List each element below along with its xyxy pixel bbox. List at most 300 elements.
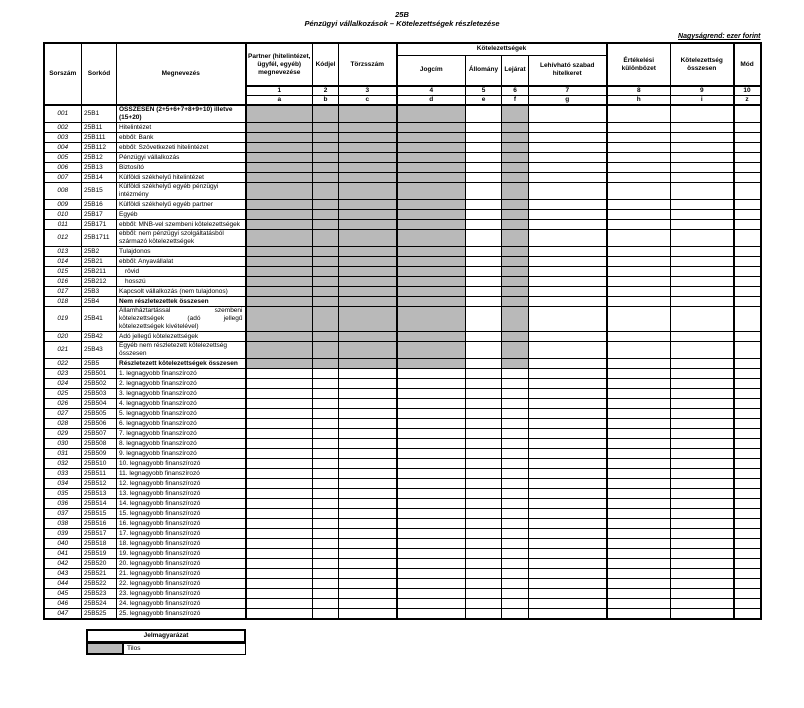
lehivhato-hitelkeret-cell[interactable] <box>529 589 607 599</box>
jogcim-cell[interactable] <box>397 439 466 449</box>
ertekelesi-kulonbozet-cell[interactable] <box>607 559 671 569</box>
mod-cell[interactable] <box>734 399 761 409</box>
partner-cell[interactable] <box>246 539 313 549</box>
kodjel-cell[interactable] <box>313 459 339 469</box>
lehivhato-hitelkeret-cell[interactable] <box>529 153 607 163</box>
allomany-cell[interactable] <box>466 439 502 449</box>
allomany-cell[interactable] <box>466 559 502 569</box>
jogcim-cell[interactable] <box>397 529 466 539</box>
lehivhato-hitelkeret-cell[interactable] <box>529 399 607 409</box>
lehivhato-hitelkeret-cell[interactable] <box>529 599 607 609</box>
ertekelesi-kulonbozet-cell[interactable] <box>607 579 671 589</box>
partner-cell[interactable] <box>246 509 313 519</box>
lejarat-cell[interactable] <box>502 509 529 519</box>
lejarat-cell[interactable] <box>502 489 529 499</box>
ertekelesi-kulonbozet-cell[interactable] <box>607 519 671 529</box>
kotelezettseg-osszesen-cell[interactable] <box>671 419 734 429</box>
jogcim-cell[interactable] <box>397 419 466 429</box>
torzsszam-cell[interactable] <box>339 589 397 599</box>
kotelezettseg-osszesen-cell[interactable] <box>671 499 734 509</box>
kodjel-cell[interactable] <box>313 369 339 379</box>
allomany-cell[interactable] <box>466 479 502 489</box>
lejarat-cell[interactable] <box>502 519 529 529</box>
ertekelesi-kulonbozet-cell[interactable] <box>607 220 671 230</box>
mod-cell[interactable] <box>734 559 761 569</box>
mod-cell[interactable] <box>734 123 761 133</box>
lehivhato-hitelkeret-cell[interactable] <box>529 429 607 439</box>
torzsszam-cell[interactable] <box>339 449 397 459</box>
allomany-cell[interactable] <box>466 247 502 257</box>
kodjel-cell[interactable] <box>313 569 339 579</box>
kodjel-cell[interactable] <box>313 489 339 499</box>
allomany-cell[interactable] <box>466 399 502 409</box>
mod-cell[interactable] <box>734 489 761 499</box>
kotelezettseg-osszesen-cell[interactable] <box>671 332 734 342</box>
torzsszam-cell[interactable] <box>339 369 397 379</box>
mod-cell[interactable] <box>734 599 761 609</box>
kodjel-cell[interactable] <box>313 559 339 569</box>
lehivhato-hitelkeret-cell[interactable] <box>529 549 607 559</box>
lejarat-cell[interactable] <box>502 479 529 489</box>
partner-cell[interactable] <box>246 479 313 489</box>
lehivhato-hitelkeret-cell[interactable] <box>529 247 607 257</box>
lejarat-cell[interactable] <box>502 589 529 599</box>
partner-cell[interactable] <box>246 459 313 469</box>
ertekelesi-kulonbozet-cell[interactable] <box>607 307 671 332</box>
torzsszam-cell[interactable] <box>339 379 397 389</box>
allomany-cell[interactable] <box>466 589 502 599</box>
partner-cell[interactable] <box>246 369 313 379</box>
ertekelesi-kulonbozet-cell[interactable] <box>607 379 671 389</box>
lejarat-cell[interactable] <box>502 609 529 620</box>
kodjel-cell[interactable] <box>313 539 339 549</box>
mod-cell[interactable] <box>734 200 761 210</box>
ertekelesi-kulonbozet-cell[interactable] <box>607 389 671 399</box>
partner-cell[interactable] <box>246 609 313 620</box>
partner-cell[interactable] <box>246 559 313 569</box>
mod-cell[interactable] <box>734 479 761 489</box>
torzsszam-cell[interactable] <box>339 409 397 419</box>
ertekelesi-kulonbozet-cell[interactable] <box>607 342 671 359</box>
kotelezettseg-osszesen-cell[interactable] <box>671 230 734 247</box>
partner-cell[interactable] <box>246 529 313 539</box>
torzsszam-cell[interactable] <box>339 539 397 549</box>
lehivhato-hitelkeret-cell[interactable] <box>529 342 607 359</box>
kotelezettseg-osszesen-cell[interactable] <box>671 429 734 439</box>
lehivhato-hitelkeret-cell[interactable] <box>529 105 607 123</box>
mod-cell[interactable] <box>734 409 761 419</box>
ertekelesi-kulonbozet-cell[interactable] <box>607 105 671 123</box>
partner-cell[interactable] <box>246 399 313 409</box>
lehivhato-hitelkeret-cell[interactable] <box>529 469 607 479</box>
ertekelesi-kulonbozet-cell[interactable] <box>607 409 671 419</box>
partner-cell[interactable] <box>246 579 313 589</box>
partner-cell[interactable] <box>246 549 313 559</box>
kotelezettseg-osszesen-cell[interactable] <box>671 123 734 133</box>
kotelezettseg-osszesen-cell[interactable] <box>671 549 734 559</box>
kotelezettseg-osszesen-cell[interactable] <box>671 579 734 589</box>
partner-cell[interactable] <box>246 499 313 509</box>
ertekelesi-kulonbozet-cell[interactable] <box>607 529 671 539</box>
ertekelesi-kulonbozet-cell[interactable] <box>607 499 671 509</box>
mod-cell[interactable] <box>734 429 761 439</box>
kodjel-cell[interactable] <box>313 439 339 449</box>
ertekelesi-kulonbozet-cell[interactable] <box>607 509 671 519</box>
jogcim-cell[interactable] <box>397 469 466 479</box>
allomany-cell[interactable] <box>466 230 502 247</box>
lejarat-cell[interactable] <box>502 459 529 469</box>
mod-cell[interactable] <box>734 307 761 332</box>
jogcim-cell[interactable] <box>397 459 466 469</box>
jogcim-cell[interactable] <box>397 389 466 399</box>
kodjel-cell[interactable] <box>313 429 339 439</box>
torzsszam-cell[interactable] <box>339 559 397 569</box>
allomany-cell[interactable] <box>466 529 502 539</box>
kotelezettseg-osszesen-cell[interactable] <box>671 163 734 173</box>
allomany-cell[interactable] <box>466 429 502 439</box>
lejarat-cell[interactable] <box>502 599 529 609</box>
mod-cell[interactable] <box>734 332 761 342</box>
kotelezettseg-osszesen-cell[interactable] <box>671 247 734 257</box>
kotelezettseg-osszesen-cell[interactable] <box>671 200 734 210</box>
jogcim-cell[interactable] <box>397 589 466 599</box>
mod-cell[interactable] <box>734 359 761 369</box>
jogcim-cell[interactable] <box>397 569 466 579</box>
kodjel-cell[interactable] <box>313 499 339 509</box>
lejarat-cell[interactable] <box>502 559 529 569</box>
allomany-cell[interactable] <box>466 499 502 509</box>
mod-cell[interactable] <box>734 153 761 163</box>
lejarat-cell[interactable] <box>502 579 529 589</box>
kotelezettseg-osszesen-cell[interactable] <box>671 589 734 599</box>
lejarat-cell[interactable] <box>502 369 529 379</box>
mod-cell[interactable] <box>734 439 761 449</box>
torzsszam-cell[interactable] <box>339 529 397 539</box>
ertekelesi-kulonbozet-cell[interactable] <box>607 287 671 297</box>
ertekelesi-kulonbozet-cell[interactable] <box>607 359 671 369</box>
lehivhato-hitelkeret-cell[interactable] <box>529 449 607 459</box>
kotelezettseg-osszesen-cell[interactable] <box>671 210 734 220</box>
mod-cell[interactable] <box>734 342 761 359</box>
ertekelesi-kulonbozet-cell[interactable] <box>607 549 671 559</box>
kotelezettseg-osszesen-cell[interactable] <box>671 369 734 379</box>
lehivhato-hitelkeret-cell[interactable] <box>529 379 607 389</box>
allomany-cell[interactable] <box>466 105 502 123</box>
ertekelesi-kulonbozet-cell[interactable] <box>607 479 671 489</box>
lehivhato-hitelkeret-cell[interactable] <box>529 359 607 369</box>
kotelezettseg-osszesen-cell[interactable] <box>671 389 734 399</box>
torzsszam-cell[interactable] <box>339 399 397 409</box>
mod-cell[interactable] <box>734 389 761 399</box>
kotelezettseg-osszesen-cell[interactable] <box>671 409 734 419</box>
jogcim-cell[interactable] <box>397 559 466 569</box>
lehivhato-hitelkeret-cell[interactable] <box>529 257 607 267</box>
partner-cell[interactable] <box>246 589 313 599</box>
kotelezettseg-osszesen-cell[interactable] <box>671 143 734 153</box>
allomany-cell[interactable] <box>466 183 502 200</box>
kotelezettseg-osszesen-cell[interactable] <box>671 277 734 287</box>
partner-cell[interactable] <box>246 409 313 419</box>
partner-cell[interactable] <box>246 439 313 449</box>
mod-cell[interactable] <box>734 163 761 173</box>
lehivhato-hitelkeret-cell[interactable] <box>529 519 607 529</box>
ertekelesi-kulonbozet-cell[interactable] <box>607 247 671 257</box>
lejarat-cell[interactable] <box>502 379 529 389</box>
kotelezettseg-osszesen-cell[interactable] <box>671 359 734 369</box>
lehivhato-hitelkeret-cell[interactable] <box>529 267 607 277</box>
jogcim-cell[interactable] <box>397 379 466 389</box>
lehivhato-hitelkeret-cell[interactable] <box>529 479 607 489</box>
allomany-cell[interactable] <box>466 332 502 342</box>
kodjel-cell[interactable] <box>313 479 339 489</box>
mod-cell[interactable] <box>734 267 761 277</box>
ertekelesi-kulonbozet-cell[interactable] <box>607 599 671 609</box>
kotelezettseg-osszesen-cell[interactable] <box>671 220 734 230</box>
lehivhato-hitelkeret-cell[interactable] <box>529 133 607 143</box>
ertekelesi-kulonbozet-cell[interactable] <box>607 332 671 342</box>
kotelezettseg-osszesen-cell[interactable] <box>671 479 734 489</box>
allomany-cell[interactable] <box>466 599 502 609</box>
torzsszam-cell[interactable] <box>339 569 397 579</box>
kotelezettseg-osszesen-cell[interactable] <box>671 489 734 499</box>
partner-cell[interactable] <box>246 429 313 439</box>
lehivhato-hitelkeret-cell[interactable] <box>529 559 607 569</box>
mod-cell[interactable] <box>734 449 761 459</box>
kodjel-cell[interactable] <box>313 509 339 519</box>
torzsszam-cell[interactable] <box>339 609 397 620</box>
lehivhato-hitelkeret-cell[interactable] <box>529 419 607 429</box>
lehivhato-hitelkeret-cell[interactable] <box>529 499 607 509</box>
allomany-cell[interactable] <box>466 419 502 429</box>
lejarat-cell[interactable] <box>502 399 529 409</box>
mod-cell[interactable] <box>734 529 761 539</box>
ertekelesi-kulonbozet-cell[interactable] <box>607 419 671 429</box>
torzsszam-cell[interactable] <box>339 579 397 589</box>
ertekelesi-kulonbozet-cell[interactable] <box>607 173 671 183</box>
allomany-cell[interactable] <box>466 297 502 307</box>
lejarat-cell[interactable] <box>502 539 529 549</box>
kodjel-cell[interactable] <box>313 379 339 389</box>
kodjel-cell[interactable] <box>313 609 339 620</box>
ertekelesi-kulonbozet-cell[interactable] <box>607 449 671 459</box>
ertekelesi-kulonbozet-cell[interactable] <box>607 133 671 143</box>
allomany-cell[interactable] <box>466 489 502 499</box>
lehivhato-hitelkeret-cell[interactable] <box>529 297 607 307</box>
partner-cell[interactable] <box>246 449 313 459</box>
lehivhato-hitelkeret-cell[interactable] <box>529 230 607 247</box>
jogcim-cell[interactable] <box>397 449 466 459</box>
mod-cell[interactable] <box>734 469 761 479</box>
mod-cell[interactable] <box>734 499 761 509</box>
kotelezettseg-osszesen-cell[interactable] <box>671 439 734 449</box>
mod-cell[interactable] <box>734 257 761 267</box>
lehivhato-hitelkeret-cell[interactable] <box>529 569 607 579</box>
partner-cell[interactable] <box>246 379 313 389</box>
mod-cell[interactable] <box>734 230 761 247</box>
kotelezettseg-osszesen-cell[interactable] <box>671 399 734 409</box>
lehivhato-hitelkeret-cell[interactable] <box>529 409 607 419</box>
kodjel-cell[interactable] <box>313 449 339 459</box>
kotelezettseg-osszesen-cell[interactable] <box>671 307 734 332</box>
allomany-cell[interactable] <box>466 509 502 519</box>
allomany-cell[interactable] <box>466 459 502 469</box>
jogcim-cell[interactable] <box>397 609 466 620</box>
kodjel-cell[interactable] <box>313 599 339 609</box>
mod-cell[interactable] <box>734 589 761 599</box>
ertekelesi-kulonbozet-cell[interactable] <box>607 153 671 163</box>
ertekelesi-kulonbozet-cell[interactable] <box>607 210 671 220</box>
ertekelesi-kulonbozet-cell[interactable] <box>607 539 671 549</box>
lehivhato-hitelkeret-cell[interactable] <box>529 489 607 499</box>
kotelezettseg-osszesen-cell[interactable] <box>671 183 734 200</box>
lehivhato-hitelkeret-cell[interactable] <box>529 220 607 230</box>
lehivhato-hitelkeret-cell[interactable] <box>529 307 607 332</box>
lehivhato-hitelkeret-cell[interactable] <box>529 509 607 519</box>
lehivhato-hitelkeret-cell[interactable] <box>529 287 607 297</box>
jogcim-cell[interactable] <box>397 399 466 409</box>
mod-cell[interactable] <box>734 419 761 429</box>
allomany-cell[interactable] <box>466 143 502 153</box>
allomany-cell[interactable] <box>466 307 502 332</box>
kotelezettseg-osszesen-cell[interactable] <box>671 599 734 609</box>
lehivhato-hitelkeret-cell[interactable] <box>529 200 607 210</box>
ertekelesi-kulonbozet-cell[interactable] <box>607 369 671 379</box>
torzsszam-cell[interactable] <box>339 429 397 439</box>
mod-cell[interactable] <box>734 133 761 143</box>
jogcim-cell[interactable] <box>397 429 466 439</box>
mod-cell[interactable] <box>734 247 761 257</box>
ertekelesi-kulonbozet-cell[interactable] <box>607 183 671 200</box>
lehivhato-hitelkeret-cell[interactable] <box>529 369 607 379</box>
ertekelesi-kulonbozet-cell[interactable] <box>607 267 671 277</box>
mod-cell[interactable] <box>734 539 761 549</box>
lejarat-cell[interactable] <box>502 469 529 479</box>
kotelezettseg-osszesen-cell[interactable] <box>671 173 734 183</box>
allomany-cell[interactable] <box>466 359 502 369</box>
allomany-cell[interactable] <box>466 609 502 620</box>
ertekelesi-kulonbozet-cell[interactable] <box>607 609 671 620</box>
allomany-cell[interactable] <box>466 200 502 210</box>
kotelezettseg-osszesen-cell[interactable] <box>671 133 734 143</box>
lejarat-cell[interactable] <box>502 439 529 449</box>
torzsszam-cell[interactable] <box>339 469 397 479</box>
mod-cell[interactable] <box>734 173 761 183</box>
mod-cell[interactable] <box>734 210 761 220</box>
mod-cell[interactable] <box>734 287 761 297</box>
kotelezettseg-osszesen-cell[interactable] <box>671 267 734 277</box>
lehivhato-hitelkeret-cell[interactable] <box>529 459 607 469</box>
kodjel-cell[interactable] <box>313 409 339 419</box>
torzsszam-cell[interactable] <box>339 439 397 449</box>
lehivhato-hitelkeret-cell[interactable] <box>529 173 607 183</box>
mod-cell[interactable] <box>734 379 761 389</box>
mod-cell[interactable] <box>734 105 761 123</box>
mod-cell[interactable] <box>734 509 761 519</box>
lejarat-cell[interactable] <box>502 529 529 539</box>
partner-cell[interactable] <box>246 519 313 529</box>
mod-cell[interactable] <box>734 579 761 589</box>
mod-cell[interactable] <box>734 369 761 379</box>
allomany-cell[interactable] <box>466 549 502 559</box>
ertekelesi-kulonbozet-cell[interactable] <box>607 143 671 153</box>
ertekelesi-kulonbozet-cell[interactable] <box>607 200 671 210</box>
kodjel-cell[interactable] <box>313 399 339 409</box>
lejarat-cell[interactable] <box>502 569 529 579</box>
lejarat-cell[interactable] <box>502 449 529 459</box>
lejarat-cell[interactable] <box>502 499 529 509</box>
ertekelesi-kulonbozet-cell[interactable] <box>607 163 671 173</box>
kotelezettseg-osszesen-cell[interactable] <box>671 559 734 569</box>
kotelezettseg-osszesen-cell[interactable] <box>671 379 734 389</box>
kodjel-cell[interactable] <box>313 549 339 559</box>
kodjel-cell[interactable] <box>313 469 339 479</box>
allomany-cell[interactable] <box>466 123 502 133</box>
allomany-cell[interactable] <box>466 469 502 479</box>
allomany-cell[interactable] <box>466 449 502 459</box>
lehivhato-hitelkeret-cell[interactable] <box>529 210 607 220</box>
allomany-cell[interactable] <box>466 579 502 589</box>
kotelezettseg-osszesen-cell[interactable] <box>671 257 734 267</box>
allomany-cell[interactable] <box>466 133 502 143</box>
partner-cell[interactable] <box>246 489 313 499</box>
kodjel-cell[interactable] <box>313 419 339 429</box>
torzsszam-cell[interactable] <box>339 489 397 499</box>
mod-cell[interactable] <box>734 183 761 200</box>
kotelezettseg-osszesen-cell[interactable] <box>671 449 734 459</box>
kotelezettseg-osszesen-cell[interactable] <box>671 342 734 359</box>
allomany-cell[interactable] <box>466 210 502 220</box>
mod-cell[interactable] <box>734 609 761 620</box>
lehivhato-hitelkeret-cell[interactable] <box>529 389 607 399</box>
jogcim-cell[interactable] <box>397 509 466 519</box>
allomany-cell[interactable] <box>466 409 502 419</box>
torzsszam-cell[interactable] <box>339 549 397 559</box>
lehivhato-hitelkeret-cell[interactable] <box>529 579 607 589</box>
lehivhato-hitelkeret-cell[interactable] <box>529 123 607 133</box>
jogcim-cell[interactable] <box>397 519 466 529</box>
allomany-cell[interactable] <box>466 257 502 267</box>
kotelezettseg-osszesen-cell[interactable] <box>671 105 734 123</box>
jogcim-cell[interactable] <box>397 539 466 549</box>
kodjel-cell[interactable] <box>313 529 339 539</box>
lehivhato-hitelkeret-cell[interactable] <box>529 332 607 342</box>
ertekelesi-kulonbozet-cell[interactable] <box>607 297 671 307</box>
lehivhato-hitelkeret-cell[interactable] <box>529 539 607 549</box>
torzsszam-cell[interactable] <box>339 499 397 509</box>
jogcim-cell[interactable] <box>397 479 466 489</box>
jogcim-cell[interactable] <box>397 599 466 609</box>
jogcim-cell[interactable] <box>397 579 466 589</box>
allomany-cell[interactable] <box>466 369 502 379</box>
kotelezettseg-osszesen-cell[interactable] <box>671 609 734 620</box>
allomany-cell[interactable] <box>466 173 502 183</box>
jogcim-cell[interactable] <box>397 499 466 509</box>
kodjel-cell[interactable] <box>313 579 339 589</box>
allomany-cell[interactable] <box>466 342 502 359</box>
allomany-cell[interactable] <box>466 287 502 297</box>
mod-cell[interactable] <box>734 459 761 469</box>
partner-cell[interactable] <box>246 419 313 429</box>
torzsszam-cell[interactable] <box>339 419 397 429</box>
kodjel-cell[interactable] <box>313 519 339 529</box>
lehivhato-hitelkeret-cell[interactable] <box>529 439 607 449</box>
lejarat-cell[interactable] <box>502 409 529 419</box>
torzsszam-cell[interactable] <box>339 459 397 469</box>
mod-cell[interactable] <box>734 519 761 529</box>
ertekelesi-kulonbozet-cell[interactable] <box>607 123 671 133</box>
ertekelesi-kulonbozet-cell[interactable] <box>607 230 671 247</box>
jogcim-cell[interactable] <box>397 409 466 419</box>
